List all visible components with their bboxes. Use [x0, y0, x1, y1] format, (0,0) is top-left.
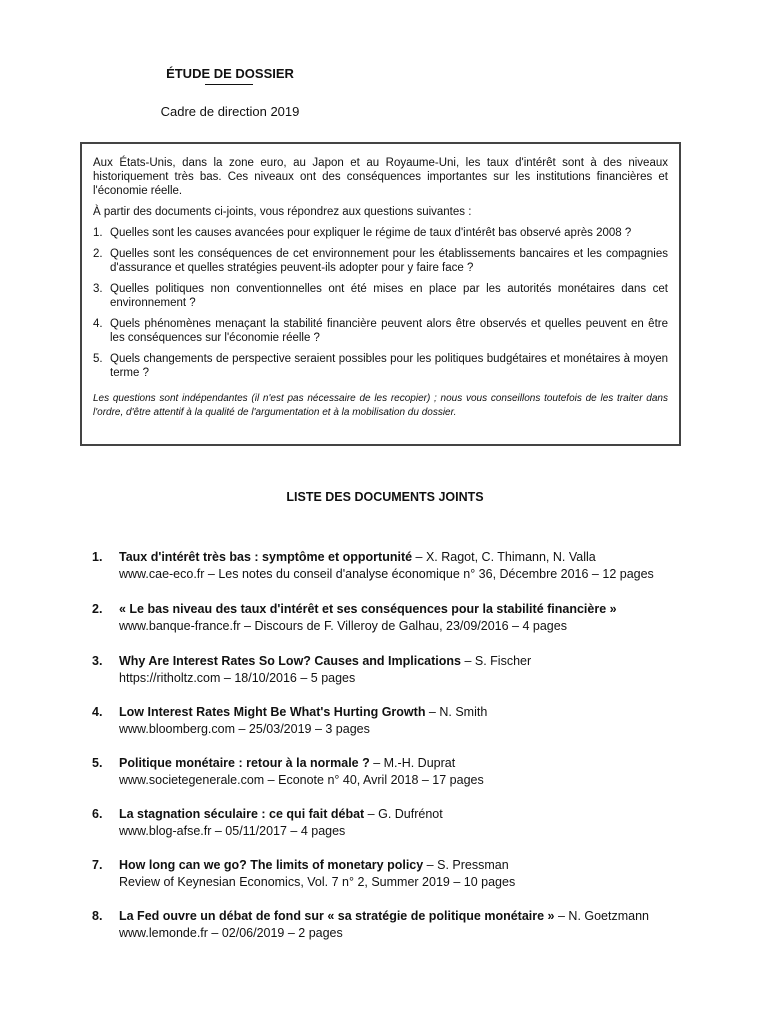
document-number: 2. [92, 602, 103, 616]
instructions-box [80, 142, 681, 446]
document-heading-line [119, 704, 732, 721]
document-source: www.societegenerale.com – Econote n° 40, Avril 2018 – 17 pages [119, 773, 484, 787]
question-item [93, 352, 668, 380]
document-item [92, 908, 732, 942]
question-number: 2. [93, 248, 103, 260]
document-title: Low Interest Rates Might Be What's Hurting Growth [119, 705, 426, 719]
document-number: 4. [92, 705, 103, 719]
document-author: – N. Goetzmann [554, 909, 650, 923]
document-heading-line [119, 755, 732, 772]
document-title: Politique monétaire : retour à la normale ? [119, 756, 370, 770]
question-text: Quelles politiques non conventionnelles ont été mises en place par les autorités monétaires dans cet environnement ? [110, 283, 668, 309]
question-text: Quelles sont les conséquences de cet environnement pour les établissements bancaires et les compagnies d'assurance et quelles stratégies peuvent-ils adopter pour y faire face ? [110, 248, 668, 274]
document-item [92, 755, 732, 789]
question-text: Quelles sont les causes avancées pour expliquer le régime de taux d'intérêt bas observé après 2008 ? [110, 227, 632, 239]
document-title: La stagnation séculaire : ce qui fait débat [119, 807, 365, 821]
question-item [93, 247, 668, 275]
document-heading-line [119, 908, 732, 925]
document-heading-line [119, 806, 732, 823]
document-title: La Fed ouvre un débat de fond sur « sa stratégie de politique monétaire » [119, 909, 555, 923]
document-heading-line [119, 653, 732, 670]
document-item [92, 806, 732, 840]
document-number: 5. [92, 756, 103, 770]
document-author: – G. Dufrénot [364, 807, 443, 821]
question-item [93, 282, 668, 310]
document-source: www.blog-afse.fr – 05/11/2017 – 4 pages [119, 824, 346, 838]
document-number: 3. [92, 654, 103, 668]
instructions-note: Les questions sont indépendantes (il n'est pas nécessaire de les recopier) ; nous vous conseillons toutefois de les traiter dans l'ordre, d'être attentif à la qualité de l'argumentation et à la mobilisation du dossier. [93, 393, 668, 418]
document-title: Taux d'intérêt très bas : symptôme et opportunité [119, 550, 413, 564]
document-author: – N. Smith [425, 705, 488, 719]
document-heading-line [119, 857, 732, 874]
document-item [92, 857, 732, 891]
question-item [93, 317, 668, 345]
page-title: ÉTUDE DE DOSSIER [166, 66, 294, 81]
question-text: Quels phénomènes menaçant la stabilité financière peuvent alors être observés et quelles peuvent en être les conséquences sur l'économie réelle ? [110, 318, 668, 344]
document-item [92, 549, 732, 583]
documents-heading: LISTE DES DOCUMENTS JOINTS [286, 490, 484, 504]
questions-lead: À partir des documents ci-joints, vous répondrez aux questions suivantes : [93, 206, 472, 218]
document-source: www.lemonde.fr – 02/06/2019 – 2 pages [119, 926, 343, 940]
document-item [92, 653, 732, 687]
document-author: – S. Pressman [423, 858, 509, 872]
question-number: 4. [93, 318, 103, 330]
document-source: www.banque-france.fr – Discours de F. Villeroy de Galhau, 23/09/2016 – 4 pages [119, 619, 567, 633]
title-underline [205, 84, 253, 85]
document-item [92, 601, 732, 635]
question-number: 3. [93, 283, 103, 295]
question-number: 5. [93, 353, 103, 365]
document-number: 7. [92, 858, 103, 872]
document-title: « Le bas niveau des taux d'intérêt et ses conséquences pour la stabilité financière » [119, 602, 617, 616]
document-number: 6. [92, 807, 103, 821]
document-source: www.cae-eco.fr – Les notes du conseil d'analyse économique n° 36, Décembre 2016 – 12 pages [119, 567, 654, 581]
document-source: www.bloomberg.com – 25/03/2019 – 3 pages [119, 722, 370, 736]
question-number: 1. [93, 227, 103, 239]
intro-paragraph: Aux États-Unis, dans la zone euro, au Japon et au Royaume-Uni, les taux d'intérêt sont à des niveaux historiquement très bas. Ces niveaux ont des conséquences importantes sur les institutions financières et l'économie réelle. [93, 157, 668, 197]
document-number: 1. [92, 550, 103, 564]
question-item [93, 226, 668, 240]
document-item [92, 704, 732, 738]
document-number: 8. [92, 909, 103, 923]
question-text: Quels changements de perspective seraient possibles pour les politiques budgétaires et monétaires à moyen terme ? [110, 353, 668, 379]
document-title: Why Are Interest Rates So Low? Causes and Implications [119, 654, 461, 668]
page-subtitle: Cadre de direction 2019 [160, 104, 300, 119]
document-title: How long can we go? The limits of monetary policy [119, 858, 424, 872]
document-source: https://ritholtz.com – 18/10/2016 – 5 pages [119, 671, 356, 685]
document-author: – S. Fischer [460, 654, 532, 668]
document-heading-line [119, 601, 732, 618]
document-heading-line [119, 549, 732, 566]
document-author: – X. Ragot, C. Thimann, N. Valla [412, 550, 596, 564]
document-author: – M.-H. Duprat [369, 756, 456, 770]
document-source: Review of Keynesian Economics, Vol. 7 n° 2, Summer 2019 – 10 pages [119, 875, 516, 889]
